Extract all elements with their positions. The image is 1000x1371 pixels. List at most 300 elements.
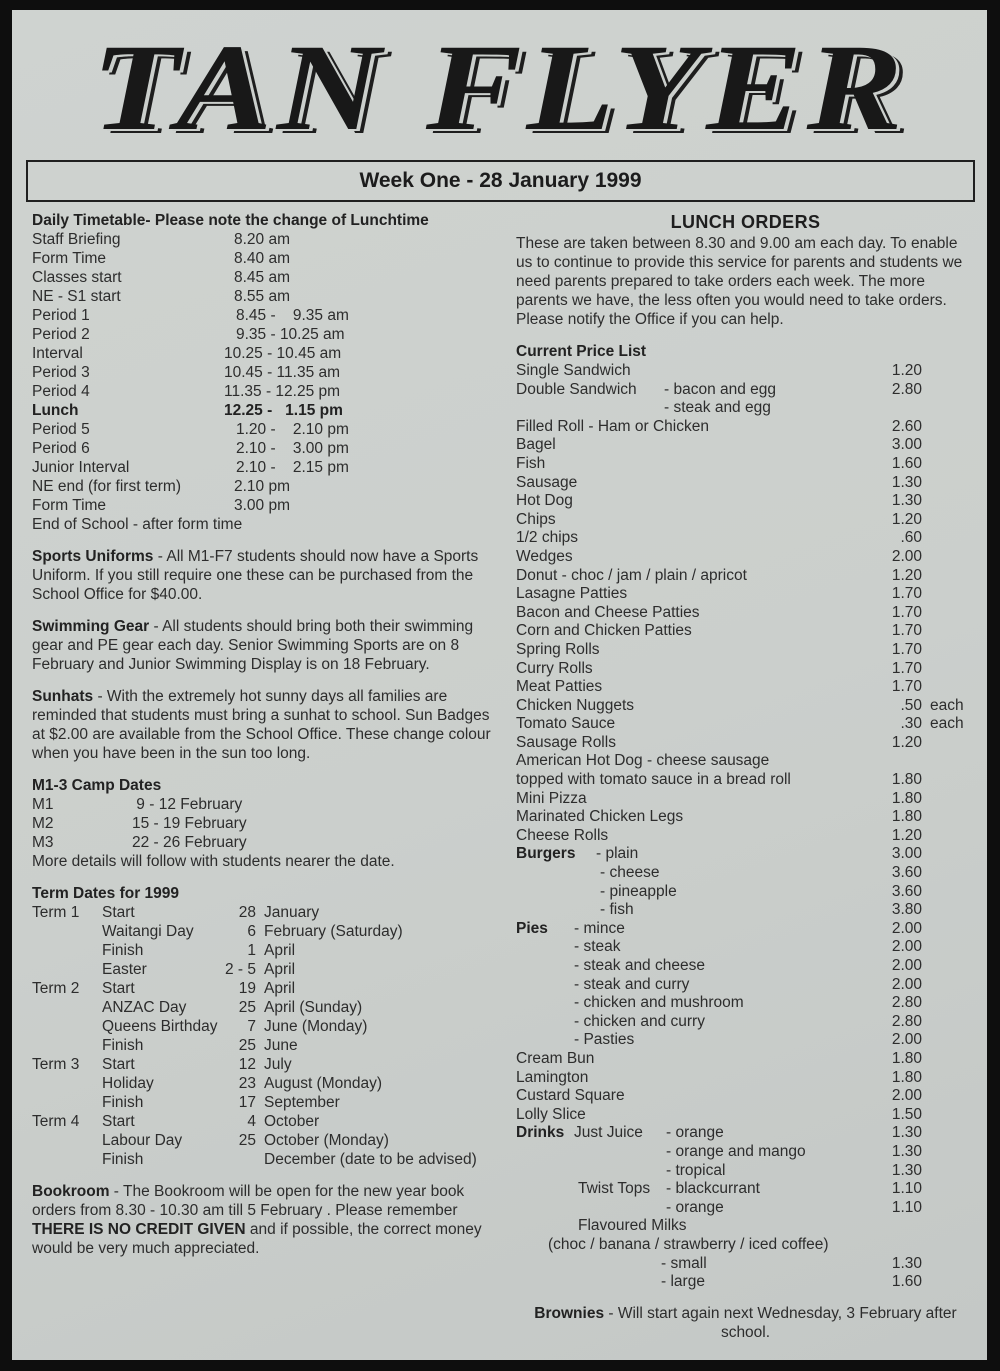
price-item-label: Lolly Slice bbox=[516, 1105, 586, 1123]
price-row bbox=[516, 361, 975, 380]
price-value: 1.10 bbox=[891, 1180, 922, 1198]
term-date: August (Monday) bbox=[264, 1075, 383, 1092]
price-value: 2.00 bbox=[891, 1031, 922, 1049]
price-value: 3.80 bbox=[891, 901, 922, 919]
term-event: Labour Day bbox=[102, 1132, 183, 1149]
notice-text: - All students should bring both their swimming gear and PE gear each day. Senior Swimming Sports are on 8 February and Junior Swimming Display is on 18 February. bbox=[32, 618, 474, 673]
price-row bbox=[516, 1068, 975, 1087]
camp-row bbox=[32, 814, 502, 833]
term-event: ANZAC Day bbox=[102, 999, 187, 1016]
term-row bbox=[32, 941, 502, 960]
price-value: 1.50 bbox=[891, 1105, 922, 1123]
price-row bbox=[516, 621, 975, 640]
term-event: Finish bbox=[102, 1037, 144, 1054]
term-name: Term 2 bbox=[32, 980, 80, 997]
price-item-label: Burgers bbox=[516, 845, 576, 863]
notice-swimming-gear bbox=[32, 617, 502, 674]
price-row bbox=[516, 1012, 975, 1031]
notice-title: Sports Uniforms bbox=[32, 548, 154, 565]
price-item-label: Single Sandwich bbox=[516, 362, 631, 379]
timetable-row bbox=[32, 363, 502, 382]
price-row bbox=[516, 993, 975, 1012]
term-day: 7 bbox=[247, 1018, 256, 1035]
price-row bbox=[516, 900, 975, 919]
timetable-time: 9.35 - 10.25 am bbox=[236, 326, 345, 343]
term-event: Start bbox=[102, 904, 135, 921]
price-value: 2.00 bbox=[891, 1087, 922, 1105]
term-day: 1 bbox=[247, 942, 256, 959]
price-value: 1.30 bbox=[891, 1142, 922, 1160]
price-row bbox=[516, 1254, 975, 1273]
price-row bbox=[516, 937, 975, 956]
price-item-label: Chips bbox=[516, 510, 556, 528]
price-value: 2.80 bbox=[891, 994, 922, 1012]
timetable-time: 2.10 pm bbox=[234, 478, 291, 495]
price-item-label: Curry Rolls bbox=[516, 659, 593, 677]
timetable-activity: Classes start bbox=[32, 269, 122, 286]
term-row bbox=[32, 1093, 502, 1112]
price-item-label: - orange bbox=[666, 1124, 724, 1142]
term-day: 28 bbox=[238, 904, 256, 921]
price-value: 1.20 bbox=[891, 510, 922, 528]
price-value: 2.00 bbox=[891, 547, 922, 565]
term-event: Queens Birthday bbox=[102, 1018, 218, 1035]
timetable-row bbox=[32, 249, 502, 268]
timetable-section bbox=[32, 211, 502, 534]
term-date: June (Monday) bbox=[264, 1018, 368, 1035]
timetable-row bbox=[32, 496, 502, 515]
price-item-label: topped with tomato sauce in a bread roll bbox=[516, 771, 791, 789]
price-item-label: - cheese bbox=[600, 864, 660, 882]
camp-dates-value: 15 - 19 February bbox=[132, 815, 247, 832]
price-row bbox=[516, 398, 975, 417]
camp-group: M3 bbox=[32, 834, 54, 851]
price-row bbox=[516, 956, 975, 975]
term-day: 25 bbox=[238, 1037, 256, 1054]
timetable-time: 8.45 am bbox=[234, 269, 291, 286]
price-value: 3.60 bbox=[891, 882, 922, 900]
price-value: 1.80 bbox=[891, 1068, 922, 1086]
price-row bbox=[516, 640, 975, 659]
price-row bbox=[516, 975, 975, 994]
price-row bbox=[516, 733, 975, 752]
price-item-label: Sausage Rolls bbox=[516, 733, 616, 751]
price-value: 1.20 bbox=[891, 362, 922, 379]
newsletter-page bbox=[12, 10, 987, 1360]
price-row bbox=[516, 1049, 975, 1068]
price-row bbox=[516, 789, 975, 808]
timetable-time: 8.40 am bbox=[234, 250, 291, 267]
timetable-footer: End of School - after form time bbox=[32, 516, 243, 533]
price-item-label: - steak and cheese bbox=[574, 957, 705, 974]
price-row bbox=[516, 1142, 975, 1161]
price-item-label: Donut - choc / jam / plain / apricot bbox=[516, 566, 747, 584]
camp-group: M2 bbox=[32, 815, 54, 832]
price-item-label: American Hot Dog - cheese sausage bbox=[516, 752, 770, 770]
price-item-label: Lasagne Patties bbox=[516, 585, 628, 603]
term-name: Term 3 bbox=[32, 1056, 80, 1073]
price-item-label: Just Juice bbox=[574, 1124, 643, 1142]
daily-timetable bbox=[32, 230, 502, 515]
notice-title: Sunhats bbox=[32, 688, 94, 705]
term-date: October bbox=[264, 1113, 320, 1130]
price-row bbox=[516, 435, 975, 454]
price-item-label: - large bbox=[661, 1273, 705, 1291]
price-row bbox=[516, 603, 975, 622]
term-date: October (Monday) bbox=[264, 1132, 389, 1149]
price-row bbox=[516, 696, 975, 715]
camp-dates-value: 9 - 12 February bbox=[132, 796, 243, 813]
price-item-label: - orange and mango bbox=[666, 1142, 806, 1160]
price-value: 1.30 bbox=[891, 1161, 922, 1179]
brownies-text: - Will start again next Wednesday, 3 February after school. bbox=[604, 1304, 957, 1341]
price-item-label: Filled Roll - Ham or Chicken bbox=[516, 417, 709, 435]
price-item-label: Mini Pizza bbox=[516, 789, 587, 807]
price-item-label: - chicken and mushroom bbox=[574, 994, 744, 1012]
lunch-orders-heading: LUNCH ORDERS bbox=[670, 212, 821, 232]
price-item-label: - bacon and egg bbox=[664, 380, 777, 398]
term-date: February (Saturday) bbox=[264, 923, 403, 940]
brownies-title: Brownies bbox=[534, 1304, 605, 1322]
price-value: 1.80 bbox=[891, 771, 922, 789]
timetable-time: 10.45 - 11.35 am bbox=[224, 364, 341, 381]
price-value: .30 bbox=[900, 715, 922, 733]
term-row bbox=[32, 979, 502, 998]
price-item-label: Tomato Sauce bbox=[516, 715, 616, 733]
price-row bbox=[516, 417, 975, 436]
price-row bbox=[516, 584, 975, 603]
bookroom-emphasis: THERE IS NO CREDIT GIVEN bbox=[32, 1221, 246, 1238]
content-columns bbox=[12, 202, 987, 1342]
price-row bbox=[516, 919, 975, 938]
price-item-label: 1/2 chips bbox=[516, 529, 579, 547]
price-item-label: - steak and curry bbox=[574, 975, 690, 993]
price-value: 1.70 bbox=[891, 622, 922, 640]
term-row bbox=[32, 922, 502, 941]
price-item-label: Corn and Chicken Patties bbox=[516, 622, 692, 640]
price-row bbox=[516, 547, 975, 566]
price-item-label: Bagel bbox=[516, 436, 556, 454]
term-date: April (Sunday) bbox=[264, 999, 363, 1016]
price-item-label: - steak bbox=[574, 938, 621, 956]
price-value: .60 bbox=[900, 529, 922, 547]
price-value: 1.70 bbox=[891, 585, 922, 603]
term-event: Easter bbox=[102, 961, 147, 978]
timetable-row bbox=[32, 230, 502, 249]
timetable-activity: Period 5 bbox=[32, 421, 90, 438]
term-day: 17 bbox=[238, 1094, 256, 1111]
price-item-label: Drinks bbox=[516, 1124, 565, 1142]
price-row bbox=[516, 1235, 975, 1254]
price-unit: each bbox=[930, 715, 964, 733]
term-event: Finish bbox=[102, 942, 144, 959]
price-value: 1.30 bbox=[891, 473, 922, 491]
term-dates bbox=[32, 903, 502, 1169]
price-row bbox=[516, 1123, 975, 1142]
timetable-row bbox=[32, 439, 502, 458]
price-item-label: - small bbox=[661, 1254, 707, 1272]
timetable-row bbox=[32, 306, 502, 325]
price-row bbox=[516, 659, 975, 678]
price-value: 1.30 bbox=[891, 1254, 922, 1272]
price-value: 3.00 bbox=[891, 436, 922, 454]
term-row bbox=[32, 1150, 502, 1169]
price-value: 1.20 bbox=[891, 566, 922, 584]
term-row bbox=[32, 1036, 502, 1055]
price-row bbox=[516, 1198, 975, 1217]
bookroom-text-after: and if possible, the correct money would be very much appreciated. bbox=[32, 1221, 482, 1257]
term-event: Start bbox=[102, 1113, 135, 1130]
price-value: 1.60 bbox=[891, 1273, 922, 1291]
price-row bbox=[516, 510, 975, 529]
timetable-row bbox=[32, 344, 502, 363]
price-item-label: Cream Bun bbox=[516, 1049, 595, 1067]
price-row bbox=[516, 751, 975, 770]
price-item-label: - fish bbox=[600, 901, 634, 919]
bookroom-text-before: - The Bookroom will be open for the new year book orders from 8.30 - 10.30 am till 5 February . Please remember bbox=[32, 1183, 465, 1219]
timetable-time: 2.10 - 3.00 pm bbox=[236, 440, 349, 457]
camp-row bbox=[32, 795, 502, 814]
price-value: 2.00 bbox=[891, 975, 922, 993]
price-item-label: Chicken Nuggets bbox=[516, 696, 635, 714]
price-row bbox=[516, 826, 975, 845]
right-column bbox=[516, 211, 975, 1342]
price-row bbox=[516, 491, 975, 510]
price-row bbox=[516, 1179, 975, 1198]
price-row bbox=[516, 380, 975, 399]
timetable-activity: Form Time bbox=[32, 497, 107, 514]
price-value: 2.00 bbox=[891, 938, 922, 956]
left-column bbox=[32, 211, 502, 1342]
term-date: January bbox=[264, 904, 320, 921]
newsletter-title: TAN FLYER bbox=[91, 19, 908, 156]
timetable-activity: NE - S1 start bbox=[32, 288, 121, 305]
camp-dates bbox=[32, 795, 502, 852]
term-row bbox=[32, 1055, 502, 1074]
timetable-heading: Daily Timetable- Please note the change of Lunchtime bbox=[32, 212, 429, 229]
timetable-time: 12.25 - 1.15 pm bbox=[224, 402, 343, 419]
timetable-time: 2.10 - 2.15 pm bbox=[236, 459, 349, 476]
term-row bbox=[32, 1074, 502, 1093]
term-row bbox=[32, 1017, 502, 1036]
price-value: 1.80 bbox=[891, 789, 922, 807]
price-row bbox=[516, 1105, 975, 1124]
term-day: 19 bbox=[238, 980, 256, 997]
price-item-label: - Pasties bbox=[574, 1031, 635, 1049]
price-value: 1.80 bbox=[891, 1049, 922, 1067]
timetable-time: 8.45 - 9.35 am bbox=[236, 307, 349, 324]
camp-row bbox=[32, 833, 502, 852]
price-value: 1.70 bbox=[891, 678, 922, 696]
lunch-orders-intro: These are taken between 8.30 and 9.00 am each day. To enable us to continue to provide this service for parents and students we need parents prepared to take orders each week. The more parents we have, the less often you would need to take orders. Please notify the Office if you can help. bbox=[516, 235, 963, 328]
price-item-label: Spring Rolls bbox=[516, 640, 600, 658]
price-item-label: Custard Square bbox=[516, 1087, 625, 1105]
price-row bbox=[516, 1161, 975, 1180]
price-item-label: (choc / banana / strawberry / iced coffee) bbox=[548, 1235, 829, 1253]
price-value: 2.00 bbox=[891, 919, 922, 937]
issue-banner-text: Week One - 28 January 1999 bbox=[359, 169, 642, 192]
price-value: 1.10 bbox=[891, 1198, 922, 1216]
brownies-notice bbox=[516, 1304, 975, 1342]
timetable-activity: Period 4 bbox=[32, 383, 90, 400]
price-item-label: - chicken and curry bbox=[574, 1012, 705, 1030]
price-item-label: - steak and egg bbox=[664, 399, 771, 417]
timetable-row bbox=[32, 401, 502, 420]
term-row bbox=[32, 903, 502, 922]
price-value: 1.20 bbox=[891, 826, 922, 844]
timetable-time: 11.35 - 12.25 pm bbox=[224, 383, 341, 400]
price-item-label: Fish bbox=[516, 454, 546, 472]
term-date: December (date to be advised) bbox=[264, 1151, 477, 1168]
term-day: 6 bbox=[247, 923, 256, 940]
price-row bbox=[516, 677, 975, 696]
term-date: April bbox=[264, 980, 296, 997]
term-dates-section bbox=[32, 884, 502, 1169]
camp-dates-section bbox=[32, 776, 502, 871]
term-row bbox=[32, 1112, 502, 1131]
price-row bbox=[516, 454, 975, 473]
timetable-activity: Lunch bbox=[32, 402, 79, 419]
term-day: 12 bbox=[238, 1056, 256, 1073]
price-value: 1.80 bbox=[891, 808, 922, 826]
timetable-activity: Junior Interval bbox=[32, 459, 130, 476]
price-item-label: Twist Tops bbox=[578, 1180, 651, 1198]
term-row bbox=[32, 1131, 502, 1150]
timetable-activity: Form Time bbox=[32, 250, 107, 267]
timetable-time: 8.20 am bbox=[234, 231, 291, 248]
price-item-label: - pineapple bbox=[600, 882, 677, 900]
bookroom-notice bbox=[32, 1182, 502, 1258]
price-value: 1.30 bbox=[891, 1124, 922, 1142]
price-value: 3.00 bbox=[891, 845, 922, 863]
term-date: April bbox=[264, 961, 296, 978]
price-value: 1.70 bbox=[891, 640, 922, 658]
term-day: 23 bbox=[238, 1075, 256, 1092]
timetable-activity: Period 2 bbox=[32, 326, 90, 343]
price-item-label: - orange bbox=[666, 1198, 724, 1216]
camp-dates-heading: M1-3 Camp Dates bbox=[32, 777, 162, 794]
issue-banner bbox=[26, 160, 975, 202]
price-item-label: - mince bbox=[574, 919, 625, 937]
term-day: 2 - 5 bbox=[224, 961, 256, 978]
price-row bbox=[516, 1272, 975, 1291]
price-value: 1.30 bbox=[891, 492, 922, 510]
price-value: 3.60 bbox=[891, 864, 922, 882]
price-value: 1.60 bbox=[891, 454, 922, 472]
timetable-time: 3.00 pm bbox=[234, 497, 291, 514]
bookroom-title: Bookroom bbox=[32, 1183, 110, 1200]
notice-title: Swimming Gear bbox=[32, 618, 150, 635]
price-list-section bbox=[516, 342, 975, 1291]
term-row bbox=[32, 998, 502, 1017]
price-value: 2.00 bbox=[891, 957, 922, 974]
timetable-time: 1.20 - 2.10 pm bbox=[236, 421, 349, 438]
camp-group: M1 bbox=[32, 796, 54, 813]
price-row bbox=[516, 882, 975, 901]
timetable-activity: Staff Briefing bbox=[32, 231, 121, 248]
price-item-label: - tropical bbox=[666, 1161, 726, 1179]
price-row bbox=[516, 807, 975, 826]
term-day: 25 bbox=[238, 1132, 256, 1149]
term-event: Finish bbox=[102, 1094, 144, 1111]
price-row bbox=[516, 1030, 975, 1049]
price-value: 1.70 bbox=[891, 603, 922, 621]
price-row bbox=[516, 1086, 975, 1105]
timetable-row bbox=[32, 382, 502, 401]
price-value: 2.80 bbox=[891, 380, 922, 398]
price-row bbox=[516, 714, 975, 733]
camp-dates-footer: More details will follow with students nearer the date. bbox=[32, 853, 395, 870]
price-item-label: Wedges bbox=[516, 547, 573, 565]
timetable-row bbox=[32, 268, 502, 287]
notice-text: - With the extremely hot sunny days all families are reminded that students must bring a sunhat to school. Sun Badges at $2.00 are available from the School Office. These change colour when you have been in the sun too long. bbox=[32, 688, 491, 762]
price-item-label: Pies bbox=[516, 919, 548, 937]
price-row bbox=[516, 473, 975, 492]
price-item-label: Lamington bbox=[516, 1068, 589, 1086]
price-item-label: - plain bbox=[596, 845, 639, 863]
term-day: 25 bbox=[238, 999, 256, 1016]
price-item-label: Cheese Rolls bbox=[516, 826, 609, 844]
price-item-label: Bacon and Cheese Patties bbox=[516, 603, 700, 621]
timetable-row bbox=[32, 420, 502, 439]
price-value: .50 bbox=[900, 696, 922, 714]
term-row bbox=[32, 960, 502, 979]
price-item-label: - blackcurrant bbox=[666, 1180, 760, 1198]
timetable-time: 8.55 am bbox=[234, 288, 291, 305]
price-item-label: Meat Patties bbox=[516, 678, 603, 696]
timetable-row bbox=[32, 325, 502, 344]
price-row bbox=[516, 844, 975, 863]
timetable-time: 10.25 - 10.45 am bbox=[224, 345, 342, 362]
price-item-label: Sausage bbox=[516, 473, 578, 491]
term-date: June bbox=[264, 1037, 298, 1054]
price-list-heading: Current Price List bbox=[516, 343, 647, 360]
timetable-row bbox=[32, 458, 502, 477]
term-name: Term 4 bbox=[32, 1113, 80, 1130]
timetable-row bbox=[32, 477, 502, 496]
price-list bbox=[516, 361, 975, 1291]
price-row bbox=[516, 1216, 975, 1235]
timetable-activity: Period 6 bbox=[32, 440, 90, 457]
price-unit: each bbox=[930, 696, 964, 714]
price-item-label: Hot Dog bbox=[516, 492, 573, 510]
price-item-label: Double Sandwich bbox=[516, 380, 637, 398]
price-item-label: Marinated Chicken Legs bbox=[516, 808, 684, 826]
timetable-activity: NE end (for first term) bbox=[32, 478, 181, 495]
term-name: Term 1 bbox=[32, 904, 80, 921]
camp-dates-value: 22 - 26 February bbox=[132, 834, 247, 851]
timetable-activity: Interval bbox=[32, 345, 83, 362]
term-event: Start bbox=[102, 1056, 135, 1073]
notice-sunhats bbox=[32, 687, 502, 763]
timetable-row bbox=[32, 287, 502, 306]
term-date: April bbox=[264, 942, 296, 959]
price-value: 1.70 bbox=[891, 659, 922, 677]
term-date: September bbox=[264, 1094, 340, 1111]
term-event: Start bbox=[102, 980, 135, 997]
term-event: Finish bbox=[102, 1151, 144, 1168]
price-value: 2.60 bbox=[891, 417, 922, 435]
term-date: July bbox=[264, 1056, 292, 1073]
price-row bbox=[516, 770, 975, 789]
price-value: 2.80 bbox=[891, 1012, 922, 1030]
price-row bbox=[516, 863, 975, 882]
price-row bbox=[516, 528, 975, 547]
term-day: 4 bbox=[247, 1113, 256, 1130]
notice-sports-uniforms bbox=[32, 547, 502, 604]
notice-text: - All M1-F7 students should now have a Sports Uniform. If you still require one these can be purchased from the School Office for $40.00. bbox=[32, 548, 479, 603]
timetable-activity: Period 1 bbox=[32, 307, 90, 324]
